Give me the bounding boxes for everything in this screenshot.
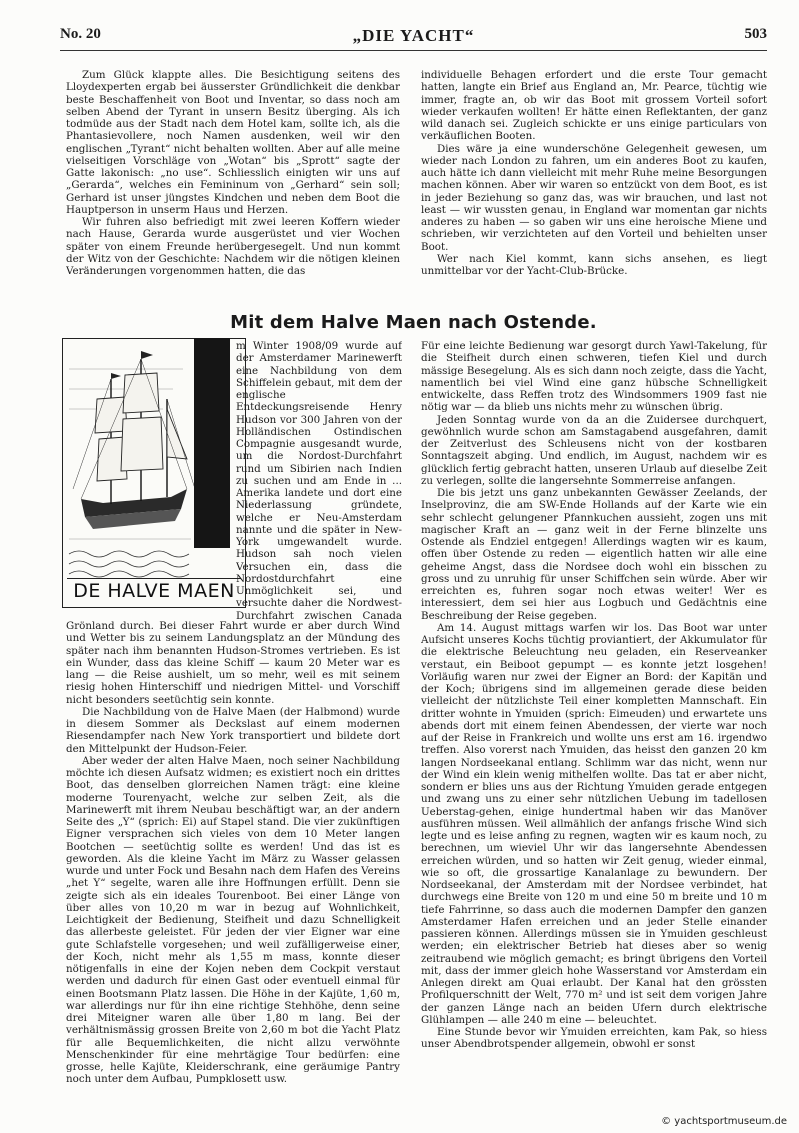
paragraph: Für eine leichte Bedienung war gesorgt durch Yawl-Takelung, für die Steifheit durch einen schweren, tiefen Kiel und durch mässige Besegelung. Als es sich dann noch zeigte, dass die Yacht, namentlich bei viel Wind eine ganz hübsche Schnelligkeit entwickelte, dass Reffen trotz des Windsommers 1909 fast nie nötig war — da blieb uns nichts mehr zu wünschen übrig.	[421, 340, 767, 414]
paragraph: Grönland durch. Bei dieser Fahrt wurde er aber durch Wind und Wetter bis zu seinem Landungsplatz an der Mündung des später nach ihm benannten Hudson-Stromes vertrieben. Es ist ein Wunder, dass das kleine Schiff — kaum 20 Meter war es lang — die Reise aushielt, um so mehr, weil es mit seinem riesig hohen Hinterschiff und niedrigen Mittel- und Vorschiff nicht besonders seetüchtig sein konnte.	[66, 620, 400, 706]
left-main-column	[66, 620, 400, 1112]
drop-cap-initial	[194, 338, 230, 548]
paragraph: individuelle Behagen erfordert und die erste Tour gemacht hatten, langte ein Brief aus England an, Mr. Pearce, tüchtig wie immer, fragte an, ob wir das Boot mit grossem Vorteil sofort wieder verkaufen wollten! Er hätte einen Reflektanten, der ganz wild danach sei. Zugleich schickte er uns einige particulars von verkäuflichen Booten.	[421, 69, 767, 143]
top-right-column	[421, 69, 767, 291]
paragraph: Wir fuhren also befriedigt mit zwei leeren Koffern wieder nach Hause, Gerarda wurde ausgerüstet und vier Wochen später von einem Freunde herübergesegelt. Und nun kommt der Witz von der Geschichte: Nachdem wir die nötigen kleinen Veränderungen vorgenommen hatten, die das	[66, 216, 400, 277]
paragraph: Zum Glück klappte alles. Die Besichtigung seitens des Lloydexperten ergab bei äusserster Gründlichkeit die denkbar beste Beschaffenheit von Boot und Inventar, so dass noch am selben Abend der Tyrant in unsern Besitz überging. Als ich todmüde aus der Stadt nach dem Hotel kam, sollte ich, als die Phantasievollere, noch Namen ausdenken, weil wir den englischen „Tyrant“ nicht behalten wollten. Aber auf alle meine vielseitigen Vorschläge von „Wotan“ bis „Sprott“ sagte der Gatte lakonisch: „no use“. Schliesslich einigten wir uns auf „Gerarda“, welches ein Femininum von „Gerhard“ sein soll; Gerhard ist unser jüngstes Kindchen und neben dem Boot die Hauptperson in unserm Haus und Herzen.	[66, 69, 400, 216]
page-number: 503	[744, 26, 767, 42]
right-main-column	[421, 340, 767, 1112]
paragraph: Jeden Sonntag wurde von da an die Zuidersee durchquert, gewöhnlich wurde schon am Samstagabend ausgefahren, damit der Zeitverlust des Schleusens nicht von der kostbaren Sonntagszeit abging. Und endlich, im August, nachdem wir es glücklich fertig gebracht hatten, unseren Urlaub auf dieselbe Zeit zu verlegen, sollte die langersehnte Sommerreise anfangen.	[421, 413, 767, 487]
paragraph: Die Nachbildung von de Halve Maen (der Halbmond) wurde in diesem Sommer als Deckslast auf einem modernen Riesendampfer nach New York transportiert und bildete dort den Mittelpunkt der Hudson-Feier.	[66, 705, 400, 755]
intro-column	[236, 340, 402, 622]
top-left-column	[66, 69, 400, 279]
copyright-footer: © yachtsportmuseum.de	[661, 1116, 787, 1127]
paragraph: m Winter 1908/09 wurde auf der Amsterdamer Marinewerft eine Nachbildung von dem Schiffelein gebaut, mit dem der englische Entdeckungsreisende Henry Hudson vor 300 Jahren von der Holländischen Ostindischen Compagnie ausgesandt wurde, um die Nordost-Durchfahrt rund um Sibirien nach Indien zu suchen und am Ende in ... Amerika landete und dort eine Niederlassung gründete, welche er Neu-Amsterdam nannte und die später in New-York umgewandelt wurde. Hudson sah noch vielen Versuchen ein, dass die Nordostdurchfahrt eine Unmöglichkeit sei, und versuchte daher die Nordwest-Durchfahrt zwischen Canada	[236, 340, 402, 622]
drop-cap-letter	[194, 338, 195, 339]
illustration-caption: DE HALVE MAEN	[67, 578, 241, 603]
page-header	[60, 26, 767, 48]
paragraph: Dies wäre ja eine wunderschöne Gelegenheit gewesen, um wieder nach London zu fahren, um ein anderes Boot zu kaufen, auch hätte ich dann vielleicht mit mehr Ruhe meine Besorgungen machen können. Aber wir waren so entzückt von dem Boot, es ist in jeder Beziehung so ganz das, was wir brauchen, und last not least — wir wussten genau, in England war momentan gar nichts anderes zu haben — so gaben wir uns eine heroische Miene und schrieben, wir verzichteten auf den Vorteil und behielten unser Boot.	[421, 142, 767, 253]
issue-number: No. 20	[60, 26, 101, 42]
article-title: Mit dem Halve Maen nach Ostende.	[230, 312, 597, 333]
paragraph: Am 14. August mittags warfen wir los. Das Boot war unter Aufsicht unseres Kochs tüchtig proviantiert, der Akkumulator für die elektrische Beleuchtung neu geladen, ein Reserveanker verstaut, ein Beiboot gepumpt — es konnte jetzt losgehen! Vorläufig waren nur zwei der Eigner an Bord: der Kapitän und der Koch; übrigens sind im allgemeinen gerade diese beiden vielleicht der nützlichste Teil einer kompletten Mannschaft. Ein dritter wohnte in Ymuiden (sprich: Eimeuden) und erwartete uns abends dort mit einem feinen Abendessen, der vierte war noch auf der Reise in Frankreich und wollte uns erst am 16. irgendwo treffen. Also vorerst nach Ymuiden, das heisst den ganzen 20 km langen Nordseekanal entlang. Schlimm war das nicht, wenn nur der Wind ein klein wenig mithelfen wollte. Das tat er aber nicht, sondern er blies uns aus der Richtung Ymuiden gerade entgegen und zwang uns zu einer sehr nützlichen Uebung im tadellosen Ueberstag-gehen, einige hundertmal haben wir das Manöver ausführen müssen. Weil allmählich der anfangs frische Wind sich legte und es leise anfing zu regnen, wagten wir es kaum noch, zu berechnen, um wieviel Uhr wir das langersehnte Abendessen erreichen würden, und so hatten wir Zeit genug, wieder einmal, wie so oft, die grossartige Kanalanlage zu bewundern. Der Nordseekanal, der Amsterdam mit der Nordsee verbindet, hat durchwegs eine Breite von 120 m und eine 50 m breite und 10 m tiefe Fahrrinne, so dass auch die modernen Dampfer den ganzen Amsterdamer Hafen erreichen und an jeder Stelle einander passieren können. Allerdings müssen sie in Ymuiden geschleust werden; ein elektrischer Betrieb hat dieses aber so wenig zeitraubend wie möglich gemacht; es bringt übrigens den Vorteil mit, dass der immer gleich hohe Wasserstand vor Amsterdam ein Anlegen direkt am Quai erlaubt. Der Kanal hat den grössten Profilquerschnitt der Welt, 770 m² und ist seit dem vorigen Jahre der ganzen Länge nach an beiden Ufern durch elektrische Glühlampen — alle 240 m eine — beleuchtet.	[421, 621, 767, 1026]
paragraph: Eine Stunde bevor wir Ymuiden erreichten, kam Pak, so hiess unser Abendbrotspender allgemein, obwohl er sonst	[421, 1026, 767, 1051]
paragraph: Wer nach Kiel kommt, kann sichs ansehen, es liegt unmittelbar vor der Yacht-Club-Brücke.	[421, 252, 767, 277]
journal-name: „DIE YACHT“	[352, 26, 475, 45]
paragraph: Die bis jetzt uns ganz unbekannten Gewässer Zeelands, der Inselprovinz, die am SW-Ende Hollands auf der Karte wie ein sehr schlecht gelungener Pfannkuchen aussieht, zogen uns mit magischer Kraft an — ganz weit in der Ferne blinzelte uns Ostende als Endziel entgegen! Allerdings wagten wir es kaum, offen über Ostende zu reden — eigentlich hatten wir alle eine geheime Angst, dass die Nordsee doch wohl ein bisschen zu gross und zu unruhig für unser Schiffchen sein würde. Aber wir erreichten es, fuhren sogar noch etwas weiter! Wer es interessiert, dem sei hier aus Logbuch und Gedächtnis eine Beschreibung der Reise gegeben.	[421, 487, 767, 622]
header-rule	[60, 50, 767, 51]
paragraph: Aber weder der alten Halve Maen, noch seiner Nachbildung möchte ich diesen Aufsatz widmen; es existiert noch ein drittes Boot, das denselben glorreichen Namen trägt: eine kleine moderne Tourenyacht, welche zur selben Zeit, als die Marinewerft mit ihrem Neubau beschäftigt war, an der andern Seite des „Y“ (sprich: Ei) auf Stapel stand. Die vier zukünftigen Eigner versprachen sich vieles von dem 10 Meter langen Bootchen — seetüchtig sollte es werden! Und das ist es geworden. Als die kleine Yacht im März zu Wasser gelassen wurde und unter Fock und Besahn nach dem Hafen des Vereins „het Y“ segelte, waren alle ihre Hoffnungen erfüllt. Denn sie zeigte sich als ein ideales Tourenboot. Bei einer Länge von über alles von 10,20 m war in bezug auf Wohnlichkeit, Leichtigkeit der Bedienung, Steifheit und dazu Schnelligkeit das allerbeste geleistet. Für jeden der vier Eigner war eine gute Schlafstelle vorgesehen; und weil zufälligerweise einer, der Koch, nicht mehr als 1,55 m mass, konnte dieser nötigenfalls in eine der Kojen neben dem Cockpit verstaut werden und dadurch für einen Gast oder eventuell einmal für einen Bootsmann Platz lassen. Die Höhe in der Kajüte, 1,60 m, war allerdings nur für ihn eine richtige Stehhöhe, denn seine drei Miteigner waren alle über 1,80 m lang. Bei der verhältnismässig grossen Breite von 2,60 m bot die Yacht Platz für alle Bequemlichkeiten, die nicht allzu verwöhnte Menschenkinder für eine mehrtägige Tour bedürfen: eine grosse, helle Kajüte, Kleiderschrank, eine geräumige Pantry noch unter dem Aufbau, Pumpklosett usw.	[66, 754, 400, 1086]
